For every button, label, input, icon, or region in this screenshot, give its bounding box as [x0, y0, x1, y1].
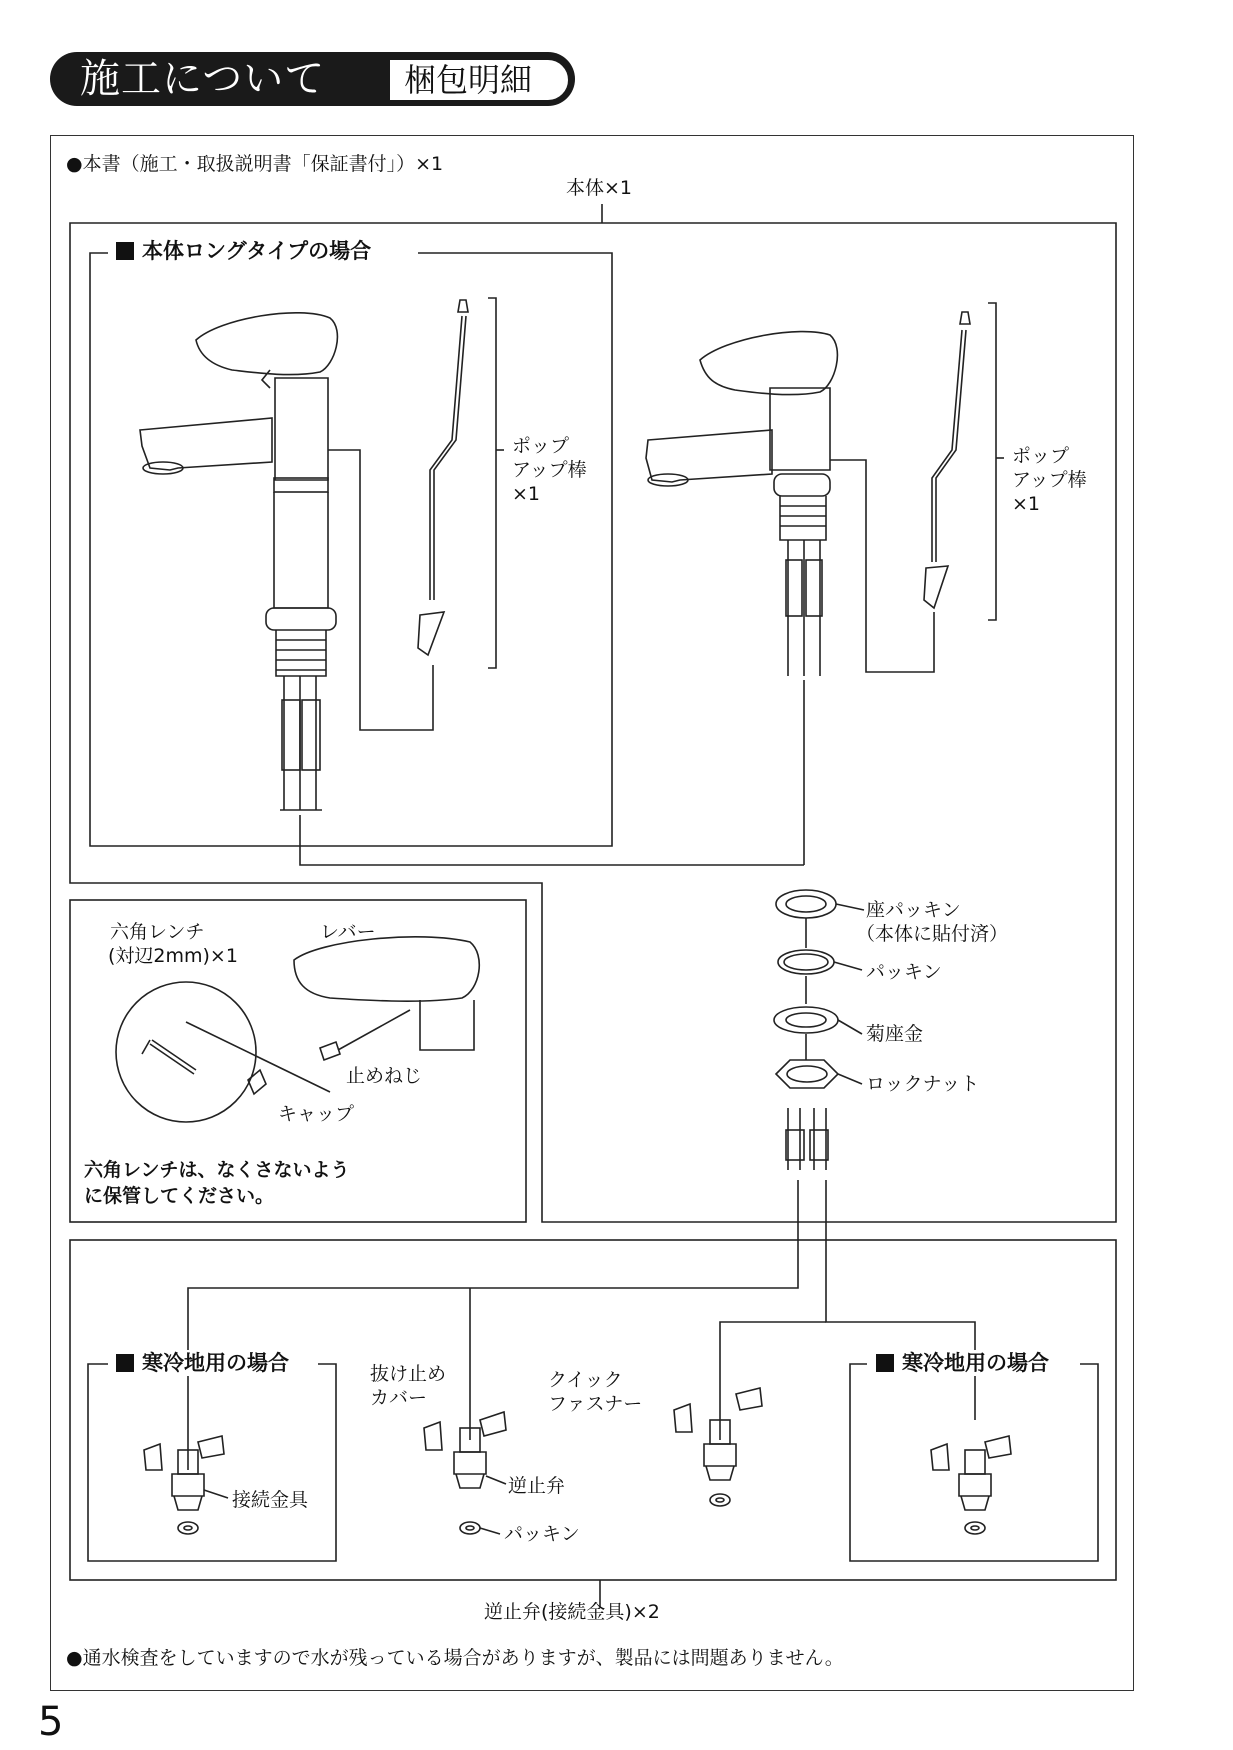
cold-right-frame — [850, 1364, 1098, 1561]
set-screw-label: 止めねじ — [346, 1065, 423, 1087]
seat-packing-label: 座パッキン — [866, 899, 961, 921]
wrench-caution-line2: に保管してください。 — [84, 1185, 275, 1207]
parts-stack-drawing — [774, 890, 838, 1170]
lever-label: レバー — [320, 921, 376, 943]
popup-rod-line3: ×1 — [1012, 493, 1041, 515]
water-note: ●通水検査をしていますので水が残っている場合がありますが、製品には問題ありません。 — [66, 1647, 844, 1669]
body-unit-label: 本体×1 — [566, 177, 633, 199]
long-faucet-drawing — [140, 313, 337, 810]
long-type-frame — [90, 253, 612, 846]
check-valve-label: 逆止弁 — [508, 1475, 566, 1497]
square-bullet-icon — [116, 1354, 134, 1372]
long-popup-rod-drawing — [418, 298, 504, 668]
lock-nut-label: ロックナット — [866, 1073, 980, 1095]
square-bullet-icon — [876, 1354, 894, 1372]
seat-packing-note: （本体に貼付済） — [856, 923, 1009, 945]
washer-label: 菊座金 — [866, 1023, 924, 1045]
square-bullet-icon — [116, 242, 134, 260]
page-title: 施工について — [80, 56, 326, 102]
page-subtitle: 梱包明細 — [404, 61, 533, 99]
packing-label: パッキン — [866, 961, 942, 983]
page-number: 5 — [38, 1699, 64, 1745]
fitting-label: 接続金具 — [232, 1489, 309, 1511]
popup-rod-long-line3: ×1 — [512, 483, 541, 505]
retainer-cover-line2: カバー — [370, 1387, 428, 1409]
popup-rod-line1: ポップ — [1012, 445, 1070, 467]
quick-fastener-line1: クイック — [548, 1369, 623, 1391]
cold-left-frame — [88, 1364, 336, 1561]
long-type-legend: 本体ロングタイプの場合 — [108, 238, 379, 264]
popup-rod-line2: アップ棒 — [1012, 469, 1087, 491]
faucet-drawing — [646, 332, 837, 676]
wrench-size-label: (対辺2mm)×1 — [108, 945, 238, 967]
valves-total-label: 逆止弁(接続金具)×2 — [484, 1601, 660, 1623]
cold-region-left-legend: 寒冷地用の場合 — [108, 1350, 297, 1376]
cap-label: キャップ — [278, 1103, 355, 1125]
manual-note: ●本書（施工・取扱説明書「保証書付」）×1 — [66, 153, 444, 175]
retainer-cover-line1: 抜け止め — [370, 1363, 447, 1385]
popup-rod-drawing — [924, 303, 1004, 620]
cold-region-right-legend: 寒冷地用の場合 — [868, 1350, 1057, 1376]
valve-packing-label: パッキン — [504, 1523, 580, 1545]
popup-rod-long-line2: アップ棒 — [512, 459, 587, 481]
wrench-caution-line1: 六角レンチは、なくさないよう — [84, 1159, 350, 1181]
popup-rod-long-line1: ポップ — [512, 435, 570, 457]
quick-fastener-line2: ファスナー — [548, 1393, 643, 1415]
wrench-label: 六角レンチ — [110, 921, 205, 943]
